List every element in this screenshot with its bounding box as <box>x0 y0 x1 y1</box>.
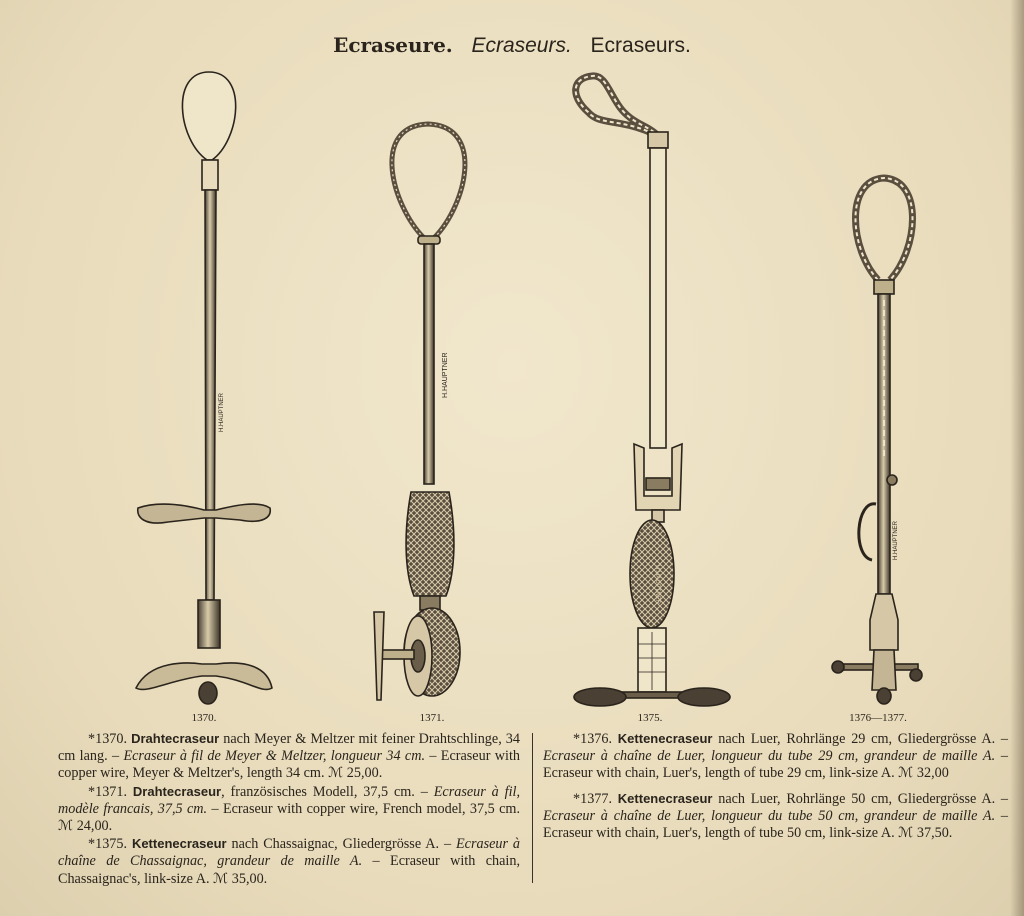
entry-english: – Ecraseur with chain, Luer's, length of tube 50 cm, link-size A. <box>543 807 1009 842</box>
entry-name: Drahtecraseur <box>131 731 220 746</box>
description-column-left <box>58 730 520 888</box>
entry-name: Kettenecraseur <box>617 790 713 806</box>
caption-1376-1377: 1376—1377. <box>849 712 907 724</box>
entry-1370 <box>58 730 520 783</box>
entry-1376 <box>543 730 1008 783</box>
entry-number: *1375. <box>88 836 128 853</box>
engraving-1370: H.HAUPTNER <box>219 392 225 432</box>
engraving-1375: H.HAUPTNER <box>654 565 660 605</box>
instrument-1376-1377 <box>832 178 922 704</box>
instrument-1375 <box>574 76 730 706</box>
entry-french: Ecraseur à fil, modèle francais, 37,5 cm. <box>58 783 521 817</box>
engraving-1376-1377: H.HAUPTNER <box>893 520 899 560</box>
entry-english: – Ecraseur with copper wire, Meyer & Meltzer's, length 34 cm. <box>58 748 520 782</box>
entry-english: – Ecraseur with chain, Luer's, length of tube 29 cm, link-size A. <box>543 748 1009 782</box>
entry-french: Ecraseur à chaîne de Luer, longueur du tube 29 cm, grandeur de maille A. <box>543 748 996 765</box>
entry-number: *1370. <box>88 731 128 747</box>
entry-english: – Ecraseur with copper wire, French model, 37,5 cm. <box>207 800 520 817</box>
entry-price: ℳ 24,00. <box>58 818 113 835</box>
entry-1375 <box>58 835 520 888</box>
entry-price: ℳ 37,50. <box>898 825 953 842</box>
entry-name: Drahtecraseur <box>132 783 222 799</box>
entry-french: Ecraseur à fil de Meyer & Meltzer, longueur 34 cm. <box>123 748 425 765</box>
entry-german: nach Chassaignac, Gliedergrösse A. – <box>226 836 456 853</box>
caption-1371: 1371. <box>419 712 445 724</box>
entry-number: *1377. <box>573 790 613 807</box>
description-column-right <box>543 730 1008 842</box>
instrument-1370 <box>136 72 272 704</box>
entry-english: – Ecraseur with chain, Chassaignac's, link-size A. <box>58 853 520 887</box>
entry-german: nach Luer, Rohrlänge 29 cm, Gliedergrösse A. – <box>712 731 1008 747</box>
entry-german: nach Luer, Rohrlänge 50 cm, Gliedergrösse A. – <box>712 790 1008 807</box>
entry-number: *1376. <box>573 731 613 747</box>
entry-name: Kettenecraseur <box>617 731 713 746</box>
title-english: Ecraseurs. <box>590 34 691 57</box>
entry-french: Ecraseur à chaîne de Chassaignac, grandeur de maille A. <box>58 836 521 870</box>
entry-1377 <box>543 790 1008 843</box>
column-divider <box>532 733 533 883</box>
entry-german: , französisches Modell, 37,5 cm. – <box>221 783 434 800</box>
entry-number: *1371. <box>88 783 128 800</box>
title-german: Ecraseure. <box>333 33 453 57</box>
entry-name: Kettenecraseur <box>131 836 227 852</box>
entry-german: nach Meyer & Meltzer mit feiner Drahtschlinge, 34 cm lang. – <box>58 731 520 765</box>
caption-1370: 1370. <box>191 712 217 724</box>
entry-price: ℳ 32,00 <box>898 765 949 782</box>
entry-french: Ecraseur à chaîne de Luer, longueur du tube 50 cm, grandeur de maille A. <box>543 807 996 824</box>
entry-1371 <box>58 783 520 836</box>
engraving-1371: H.HAUPTNER <box>442 352 449 398</box>
caption-1375: 1375. <box>637 712 663 724</box>
entry-price: ℳ 25,00. <box>328 765 383 782</box>
instrument-1371 <box>374 124 465 700</box>
title-french: Ecraseurs. <box>471 34 572 57</box>
entry-price: ℳ 35,00. <box>213 870 268 887</box>
